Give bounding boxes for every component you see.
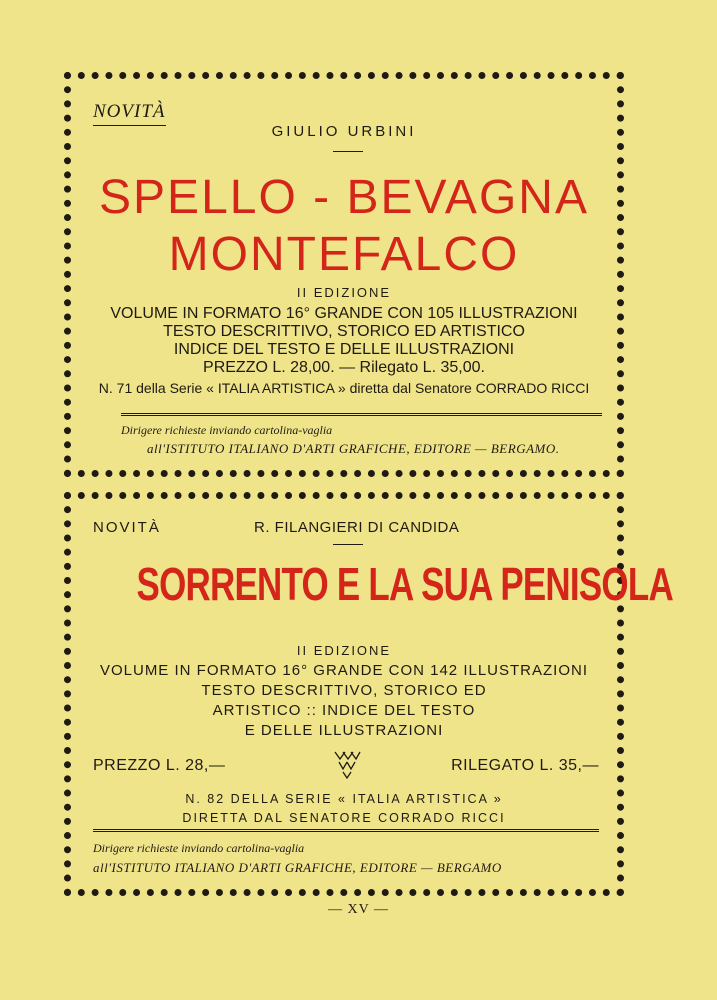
divider-rule (121, 413, 602, 416)
book-title-line-2: MONTEFALCO (168, 228, 520, 281)
book-title: SORRENTO E LA SUA PENISOLA (136, 558, 673, 610)
description-line: TESTO DESCRITTIVO, STORICO ED ARTISTICO (163, 323, 525, 340)
series-info: N. 71 della Serie « ITALIA ARTISTICA » diretta dal Senatore CORRADO RICCI (98, 380, 590, 396)
series-line: DIRETTA DAL SENATORE CORRADO RICCI (182, 811, 506, 825)
description-line: VOLUME IN FORMATO 16° GRANDE CON 142 ILLUSTRAZIONI (99, 662, 589, 679)
edition-label: II EDIZIONE (296, 643, 392, 658)
series-line: N. 82 DELLA SERIE « ITALIA ARTISTICA » (185, 792, 503, 806)
price-line: PREZZO L. 28,00. — Rilegato L. 35,00. (203, 359, 485, 376)
author-name: GIULIO URBINI (271, 123, 417, 140)
ornament-icon (333, 749, 361, 779)
novita-label: NOVITÀ (93, 519, 161, 536)
description-line: E DELLE ILLUSTRAZIONI (244, 722, 444, 739)
description-line: TESTO DESCRITTIVO, STORICO ED (201, 682, 487, 699)
novita-label: NOVITÀ (93, 101, 166, 126)
price: PREZZO L. 28,— (93, 757, 226, 774)
bound-price: RILEGATO L. 35,— (451, 757, 599, 774)
description-line: VOLUME IN FORMATO 16° GRANDE CON 105 ILLUSTRAZIONI (110, 305, 578, 322)
order-instructions: Dirigere richieste inviando cartolina-vaglia (121, 423, 333, 437)
author-divider (333, 544, 363, 545)
edition-label: II EDIZIONE (296, 285, 392, 300)
advertisement-spello (64, 72, 624, 477)
book-title-line-1: SPELLO - BEVAGNA (99, 171, 589, 224)
order-instructions: Dirigere richieste inviando cartolina-vaglia (93, 841, 305, 855)
author-name: R. FILANGIERI DI CANDIDA (254, 519, 460, 536)
series-info (71, 790, 617, 828)
page-number: — XV — (328, 902, 389, 917)
advertisement-sorrento (64, 492, 673, 896)
divider-rule (93, 829, 599, 832)
description-line: ARTISTICO :: INDICE DEL TESTO (212, 702, 476, 719)
book-description (71, 661, 617, 741)
publisher-address: all'ISTITUTO ITALIANO D'ARTI GRAFICHE, EDITORE — BERGAMO. (147, 441, 560, 456)
description-line: INDICE DEL TESTO E DELLE ILLUSTRAZIONI (173, 341, 515, 358)
publisher-address: all'ISTITUTO ITALIANO D'ARTI GRAFICHE, EDITORE — BERGAMO (93, 860, 502, 875)
book-description (71, 305, 617, 377)
author-divider (333, 151, 363, 152)
